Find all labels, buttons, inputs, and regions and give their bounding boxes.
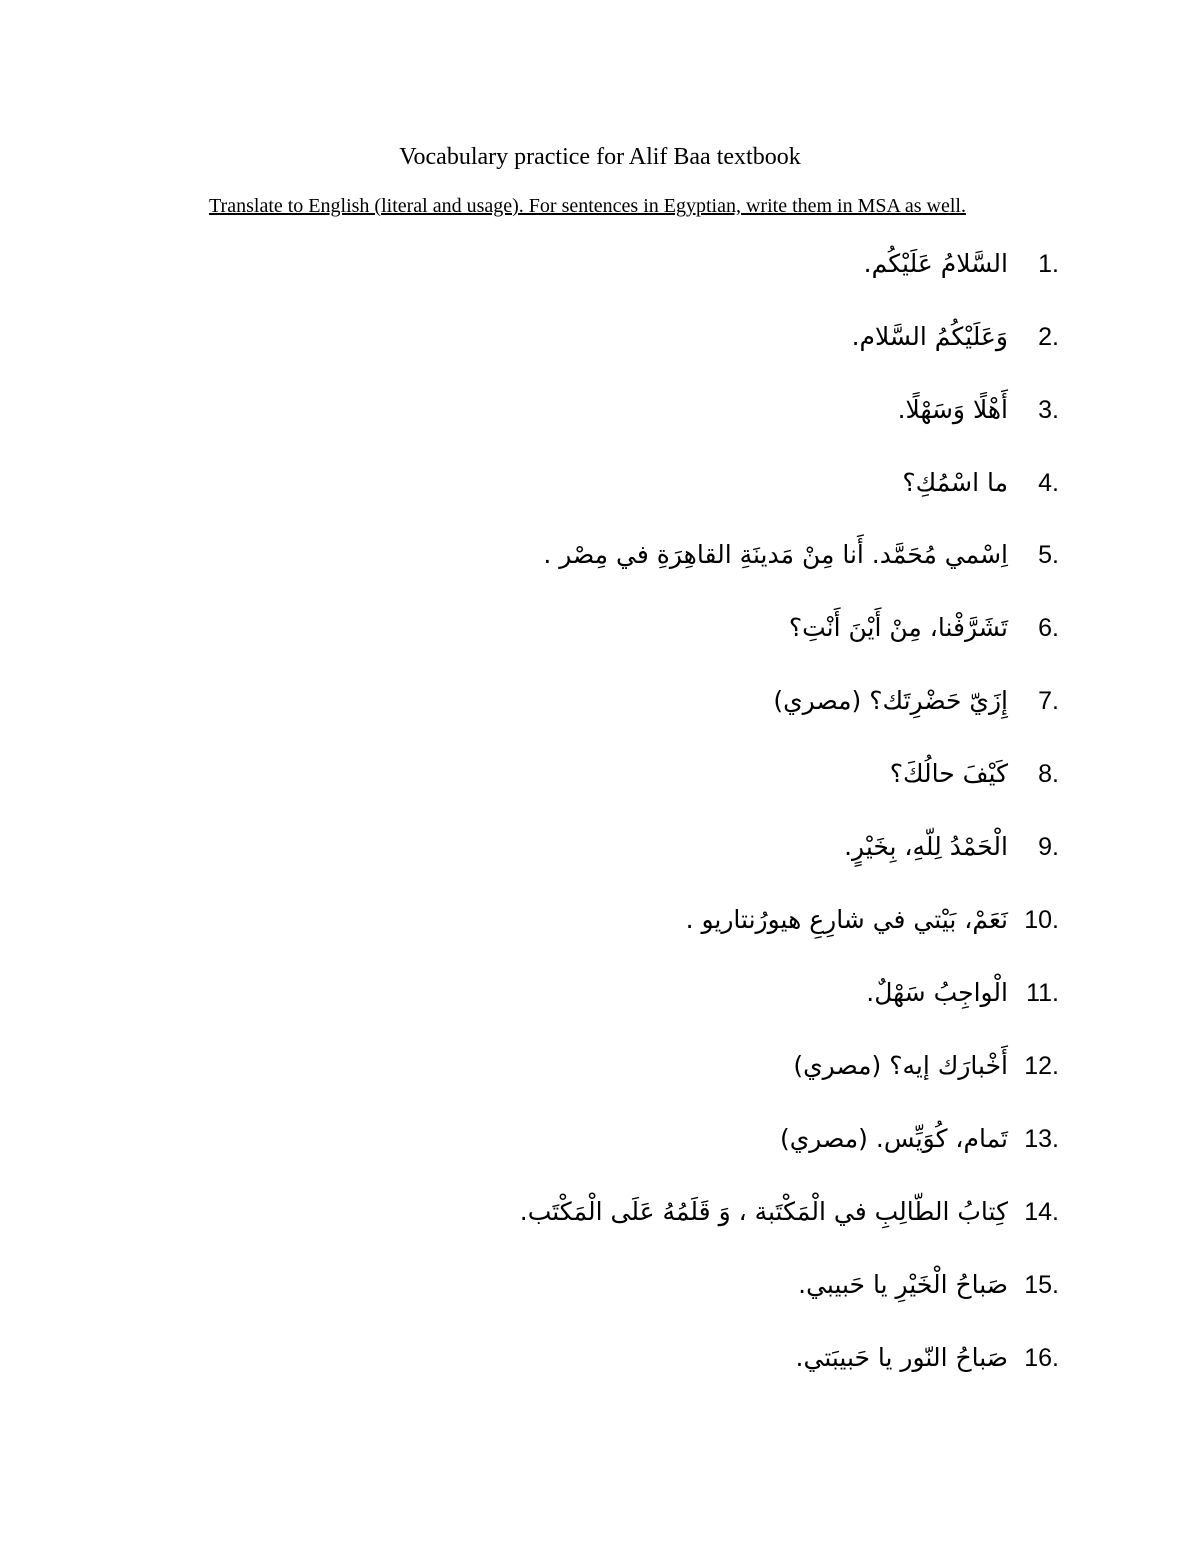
arabic-sentence: الْواجِبُ سَهْلٌ.	[866, 978, 1008, 1007]
arabic-sentence: السَّلامُ عَلَيْكُم.	[863, 249, 1008, 278]
list-item	[0, 1192, 1200, 1232]
arabic-sentence: ما اسْمُكِ؟	[902, 468, 1008, 497]
item-number: 5.	[1038, 541, 1059, 569]
arabic-sentence: أَخْبارَك إيه؟ (مصري)	[793, 1051, 1008, 1080]
item-number: 15.	[1024, 1271, 1059, 1299]
list-item	[0, 1265, 1200, 1305]
list-item	[0, 827, 1200, 867]
arabic-sentence: تَمام، كُوَيِّس. (مصري)	[779, 1124, 1008, 1153]
arabic-sentence: الْحَمْدُ لِلّهِ، بِخَيْرٍ.	[844, 832, 1008, 861]
item-number: 12.	[1024, 1052, 1059, 1080]
item-number: 1.	[1038, 250, 1059, 278]
item-number: 9.	[1038, 833, 1059, 861]
list-item	[0, 1046, 1200, 1086]
item-number: 3.	[1038, 396, 1059, 424]
arabic-sentence: صَباحُ الْخَيْرِ يا حَبيبي.	[798, 1270, 1008, 1299]
instructions-text: Translate to English (literal and usage). For sentences in Egyptian, write them in MSA as well.	[209, 195, 966, 217]
item-number: 8.	[1038, 760, 1059, 788]
list-item	[0, 754, 1200, 794]
list-item	[0, 900, 1200, 940]
item-number: 13.	[1024, 1125, 1059, 1153]
item-number: 2.	[1038, 323, 1059, 351]
item-number: 16.	[1024, 1344, 1059, 1372]
list-item	[0, 608, 1200, 648]
arabic-sentence: كَيْفَ حالُكَ؟	[889, 759, 1008, 788]
item-number: 4.	[1038, 469, 1059, 497]
list-item	[0, 973, 1200, 1013]
list-item	[0, 1119, 1200, 1159]
list-item	[0, 463, 1200, 503]
list-item	[0, 1338, 1200, 1378]
item-number: 14.	[1024, 1198, 1059, 1226]
arabic-sentence: نَعَمْ، بَيْتي في شارِعِ هيورُنتاريو .	[685, 905, 1008, 934]
list-item	[0, 244, 1200, 284]
arabic-sentence: تَشَرَّفْنا، مِنْ أَيْنَ أَنْتِ؟	[788, 613, 1008, 642]
list-item	[0, 681, 1200, 721]
document-title: Vocabulary practice for Alif Baa textbook	[399, 144, 801, 170]
item-number: 10.	[1024, 906, 1059, 934]
item-number: 11.	[1026, 979, 1059, 1007]
list-item	[0, 390, 1200, 430]
arabic-sentence: اِسْمي مُحَمَّد. أَنا مِنْ مَدينَةِ القاهِرَةِ في مِصْر .	[543, 540, 1008, 569]
item-number: 6.	[1038, 614, 1059, 642]
arabic-sentence: وَعَلَيْكُمُ السَّلام.	[851, 322, 1008, 351]
arabic-sentence: كِتابُ الطّالِبِ في الْمَكْتَبة ، وَ قَلَمُهُ عَلَى الْمَكْتَب.	[519, 1197, 1008, 1226]
list-item	[0, 317, 1200, 357]
item-number: 7.	[1038, 687, 1059, 715]
arabic-sentence: أَهْلًا وَسَهْلًا.	[897, 395, 1008, 424]
arabic-sentence: إِزَيّ حَضْرِتَك؟ (مصري)	[773, 686, 1008, 715]
list-item	[0, 535, 1200, 575]
arabic-sentence: صَباحُ النّور يا حَبيبَتي.	[795, 1343, 1008, 1372]
